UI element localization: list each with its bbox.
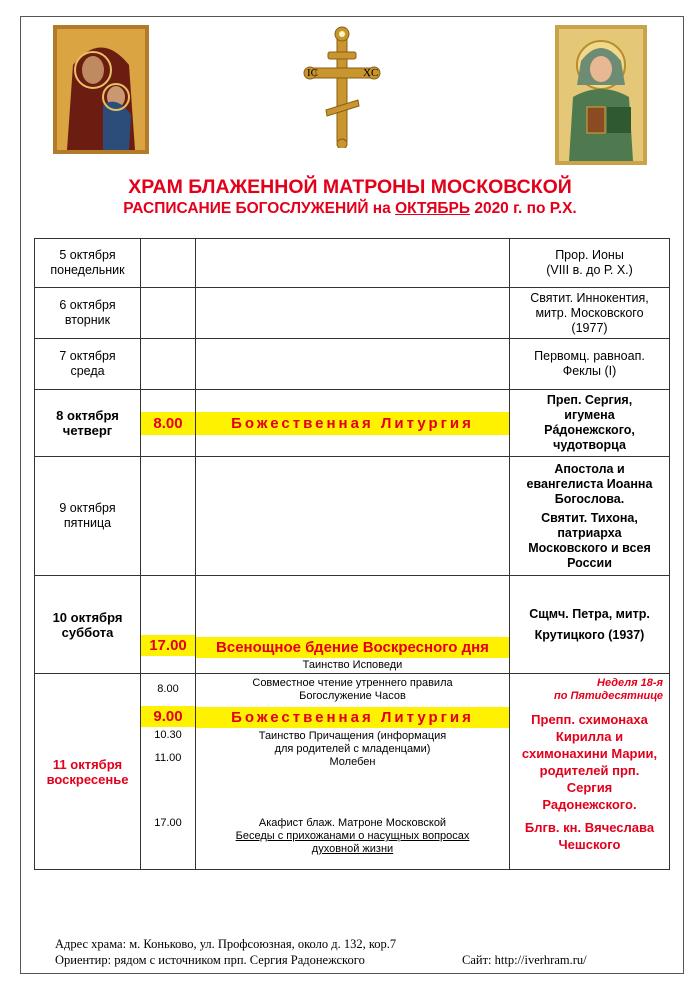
service-time: 17.00 xyxy=(154,817,182,829)
date-text: 11 октября xyxy=(52,756,123,772)
service-cell xyxy=(196,339,510,390)
feast-cell xyxy=(510,339,670,390)
table-row xyxy=(35,674,670,870)
time-cell xyxy=(141,339,196,390)
date-text: 5 октября xyxy=(59,248,116,262)
service-cell xyxy=(196,390,510,457)
cross-inscription-left: IC xyxy=(307,67,318,79)
time-cell xyxy=(141,288,196,339)
orthodox-cross-icon xyxy=(296,24,388,148)
feast-line: митр. Московского xyxy=(535,305,644,320)
date-text: 7 октября xyxy=(59,349,116,363)
cross-inscription-right: XC xyxy=(363,67,379,79)
table-row xyxy=(35,457,670,576)
feast-line: Московского и всея xyxy=(528,540,651,555)
feast-line: родителей прп. xyxy=(539,763,640,778)
feast-line: схимонахини Марии, xyxy=(521,746,658,761)
weekday-text: среда xyxy=(70,364,105,378)
feast-line: Кирилла и xyxy=(555,729,624,744)
feast-line: Сергия xyxy=(566,780,613,795)
date-text: 9 октября xyxy=(59,501,116,515)
feast-line: Сщмч. Петра, митр. xyxy=(529,606,650,621)
feast-line: Первомц. равноап. xyxy=(534,349,645,363)
feast-line: (VIII в. до Р. Х.) xyxy=(546,263,633,277)
service-time: 17.00 xyxy=(141,635,195,656)
feast-line: России xyxy=(567,555,612,570)
footer-website: Сайт: http://iverhram.ru/ xyxy=(462,953,587,967)
date-cell xyxy=(35,576,141,674)
footer-orientation: Ориентир: рядом с источником прп. Сергия Радонежского xyxy=(55,953,365,967)
date-cell xyxy=(35,457,141,576)
time-cell xyxy=(141,576,196,674)
date-text: 8 октября xyxy=(56,408,119,423)
weekday-text: понедельник xyxy=(50,263,125,277)
feast-line: евангелиста Иоанна xyxy=(526,476,653,491)
feast-line: Богослова. xyxy=(554,491,625,506)
service-name: Акафист блаж. Матроне Московской xyxy=(258,817,447,829)
subtitle-prefix: РАСПИСАНИЕ БОГОСЛУЖЕНИЙ на xyxy=(123,200,396,217)
service-note: Таинство Исповеди xyxy=(302,659,403,671)
feast-cell xyxy=(510,457,670,576)
table-row xyxy=(35,339,670,390)
feast-line: Чешского xyxy=(558,837,621,852)
feast-line: (1977) xyxy=(571,320,608,335)
table-row xyxy=(35,288,670,339)
feast-cell xyxy=(510,674,670,870)
service-time: 10.30 xyxy=(154,729,182,741)
service-name: духовной жизни xyxy=(311,843,394,855)
service-name: Совместное чтение утреннего правила xyxy=(252,677,453,689)
weekday-text: пятница xyxy=(63,516,112,530)
date-cell xyxy=(35,390,141,457)
service-cell xyxy=(196,239,510,288)
feast-line: Радонежского. xyxy=(542,797,637,812)
feast-line: патриарха xyxy=(557,525,622,540)
time-cell xyxy=(141,674,196,870)
service-cell xyxy=(196,457,510,576)
feast-cell xyxy=(510,576,670,674)
feast-cell xyxy=(510,390,670,457)
table-row xyxy=(35,239,670,288)
week-note: Неделя 18-я xyxy=(597,677,663,689)
service-cell xyxy=(196,288,510,339)
service-time: 9.00 xyxy=(141,706,195,727)
weekday-text: четверг xyxy=(62,423,113,438)
weekday-text: воскресенье xyxy=(46,771,129,787)
service-name: Богослужение Часов xyxy=(299,690,406,702)
date-cell xyxy=(35,239,141,288)
feast-line: Препп. схимонаха xyxy=(531,712,648,727)
table-row xyxy=(35,576,670,674)
time-cell xyxy=(141,390,196,457)
week-note: по Пятидесятнице xyxy=(554,690,663,702)
service-name: Беседы с прихожанами о насущных вопросах xyxy=(235,830,470,842)
date-cell xyxy=(35,339,141,390)
service-name: Таинство Причащения (информация xyxy=(258,730,447,742)
footer-address: Адрес храма: м. Коньково, ул. Профсоюзная, около д. 132, кор.7 xyxy=(55,937,397,951)
service-cell xyxy=(196,576,510,674)
feast-cell xyxy=(510,239,670,288)
service-name: Молебен xyxy=(329,756,376,768)
feast-cell xyxy=(510,288,670,339)
schedule-table xyxy=(34,238,670,870)
service-name: для родителей с младенцами) xyxy=(274,743,431,755)
service-cell xyxy=(196,674,510,870)
service-name: Всенощное бдение Воскресного дня xyxy=(196,637,509,658)
feast-line: Апостола и xyxy=(554,461,625,476)
service-time: 8.00 xyxy=(157,683,179,695)
table-row xyxy=(35,390,670,457)
time-cell xyxy=(141,239,196,288)
subtitle-suffix: 2020 г. по Р.Х. xyxy=(470,200,577,217)
service-time: 11.00 xyxy=(154,752,182,764)
service-name: Божественная Литургия xyxy=(196,412,509,435)
time-cell xyxy=(141,457,196,576)
feast-line: игумена xyxy=(564,408,615,422)
saint-matrona-icon xyxy=(555,25,647,165)
feast-line: Преп. Сергия, xyxy=(546,393,633,407)
feast-line: Святит. Иннокентия, xyxy=(530,290,649,305)
weekday-text: суббота xyxy=(61,624,114,640)
page-subtitle xyxy=(0,200,700,218)
date-text: 6 октября xyxy=(59,298,116,312)
service-time: 8.00 xyxy=(141,412,195,435)
date-text: 10 октября xyxy=(52,609,123,625)
date-cell xyxy=(35,674,141,870)
feast-line: Блгв. кн. Вячеслава xyxy=(524,820,655,835)
feast-line: Крутицкого (1937) xyxy=(534,627,645,642)
feast-line: чудотворца xyxy=(553,438,626,452)
subtitle-month: ОКТЯБРЬ xyxy=(395,200,471,217)
feast-line: Рáдонежского, xyxy=(544,423,635,437)
weekday-text: вторник xyxy=(64,313,111,327)
theotokos-icon xyxy=(53,25,149,154)
page-title: ХРАМ БЛАЖЕННОЙ МАТРОНЫ МОСКОВСКОЙ xyxy=(128,176,572,198)
feast-line: Феклы (I) xyxy=(562,364,617,378)
feast-line: Прор. Ионы xyxy=(555,248,624,262)
date-cell xyxy=(35,288,141,339)
feast-line: Святит. Тихона, xyxy=(541,510,638,525)
service-name: Божественная Литургия xyxy=(196,707,509,728)
